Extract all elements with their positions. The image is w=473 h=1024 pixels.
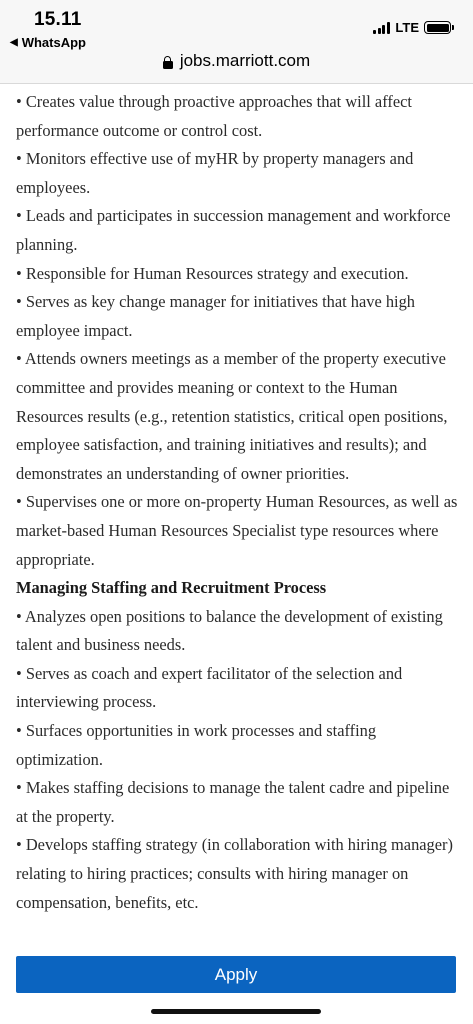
- network-type: LTE: [395, 20, 419, 35]
- list-item: • Monitors effective use of myHR by property managers and employees.: [16, 149, 414, 197]
- list-item: • Analyzes open positions to balance the development of existing talent and business needs.: [16, 606, 443, 655]
- list-item: • Develops staffing strategy (in collaboration with hiring manager) relating to hiring practices; consults with hiring manager on compensation, benefits, etc.: [16, 835, 453, 912]
- list-item: • Serves as coach and expert facilitator of the selection and interviewing process.: [16, 663, 403, 712]
- list-item: • Creates value through proactive approaches that will affect performance outcome or control cost.: [16, 92, 412, 140]
- list-item: • Attends owners meetings as a member of the property executive committee and provides meaning or context to the Human Resources results (e.g., retention statistics, critical open positions, employee satisfaction, and training initiatives and results); and demonstrates an understanding of owner priorities.: [16, 349, 448, 483]
- status-time: 15.11: [34, 9, 82, 30]
- job-description: [16, 88, 461, 917]
- list-item: • Responsible for Human Resources strategy and execution.: [16, 263, 409, 283]
- list-item: • Supervises one or more on-property Human Resources, as well as market-based Human Resources Specialist type resources where appropriate.: [16, 492, 458, 569]
- lock-icon: [163, 56, 173, 69]
- status-indicators: [373, 20, 451, 35]
- battery-icon: [424, 21, 451, 34]
- list-item: • Makes staffing decisions to manage the talent cadre and pipeline at the property.: [16, 778, 450, 826]
- section-heading: Managing Staffing and Recruitment Process: [16, 578, 327, 598]
- list-item: • Leads and participates in succession management and workforce planning.: [16, 206, 451, 254]
- address-bar[interactable]: [0, 48, 473, 74]
- cellular-signal-icon: [373, 22, 391, 34]
- list-item: • Serves as key change manager for initiatives that have high employee impact.: [16, 292, 415, 340]
- back-app-label: WhatsApp: [21, 35, 86, 50]
- apply-button[interactable]: Apply: [16, 956, 456, 993]
- url-text: jobs.marriott.com: [179, 51, 311, 70]
- back-triangle-icon: ◀: [10, 37, 18, 48]
- browser-chrome: [0, 0, 473, 84]
- list-item: • Surfaces opportunities in work processes and staffing optimization.: [16, 721, 377, 769]
- home-indicator[interactable]: [151, 1009, 321, 1014]
